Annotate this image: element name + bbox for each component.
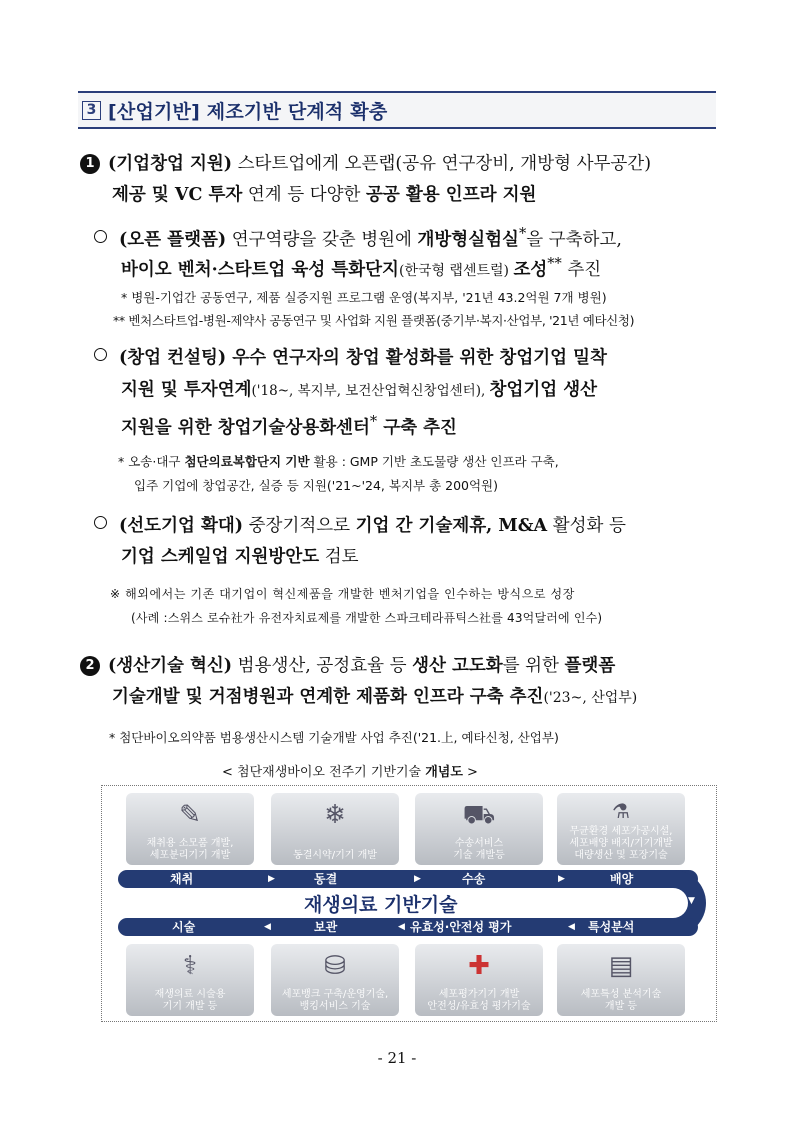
- diagram-center-title: 재생의료 기반기술: [304, 894, 458, 916]
- diagram-card: ⚗ 무균환경 세포가공시설, 세포배양 배지/기기개발 대량생산 및 포장기술: [557, 793, 685, 865]
- diagram-card: ✎ 채취용 소모품 개발, 세포분리기기 개발: [126, 793, 254, 865]
- footnote: * 오송·대구 첨단의료복합단지 기반 활용 : GMP 기반 초도물량 생산 인프라 구축,: [118, 454, 559, 469]
- circle-bullet-icon: [94, 230, 107, 243]
- note: (사례 :스위스 로슈社가 유전자치료제를 개발한 스파크테라퓨틱스社를 43억달러에 인수): [131, 611, 603, 625]
- process-band-bottom: 시술 보관 유효성·안전성 평가 특성분석 ◀ ◀ ◀: [118, 918, 698, 936]
- open-platform-line2: 바이오 벤처·스타트업 육성 특화단지(한국형 랩센트럴) 조성** 추진: [121, 255, 602, 280]
- footnote: 입주 기업에 창업공간, 실증 등 지원('21~'24, 복지부 총 200억원): [134, 478, 499, 493]
- diagram-card: ⛁ 세포뱅크 구축/운영기술, 뱅킹서비스 기술: [271, 944, 399, 1016]
- open-platform-line1: (오픈 플랫폼) 연구역량을 갖춘 병원에 개방형실험실*을 구축하고,: [94, 222, 622, 252]
- consulting-line3: 지원을 위한 창업기술상용화센터* 구축 추진: [121, 413, 457, 438]
- process-band-top: 채취 동결 수송 배양 ▶ ▶ ▶: [118, 870, 698, 888]
- item1-line2: 제공 및 VC 투자 연계 등 다양한 공공 활용 인프라 지원: [112, 185, 537, 205]
- freezer-icon: ❄: [324, 800, 346, 830]
- section-header: [78, 91, 716, 129]
- section-number: 3: [82, 101, 101, 120]
- item2-line1: 2 (생산기술 혁신) 범용생산, 공정효율 등 생산 고도화를 위한 플랫폼: [80, 654, 615, 678]
- page-number: - 21 -: [377, 1049, 417, 1067]
- item1-number: 1: [80, 154, 100, 174]
- evaluation-icon: ✚: [468, 951, 490, 981]
- diagram-card: ▤ 세포특성 분석기술 개발 등: [557, 944, 685, 1016]
- circle-bullet-icon: [94, 516, 107, 529]
- footnote: * 병원-기업간 공동연구, 제품 실증지원 프로그램 운영(복지부, '21년 43.2억원 7개 병원): [121, 290, 607, 305]
- transport-icon: ⛟: [462, 800, 496, 830]
- arrow-right-icon: ▶: [558, 874, 565, 884]
- diagram-card: ⚕ 재생의료 시술용 기기 개발 등: [126, 944, 254, 1016]
- storage-icon: ⛁: [324, 951, 346, 981]
- bed-icon: ⚕: [182, 951, 198, 981]
- footnote: ** 벤처스타트업-병원-제약사 공동연구 및 사업화 지원 플랫폼(중기부·복지·산업부, '21년 예타신청): [113, 313, 635, 328]
- consulting-line2: 지원 및 투자연계('18~, 복지부, 보건산업혁신창업센터), 창업기업 생산: [121, 380, 598, 400]
- diagram-card: ❄ 동결시약/기기 개발: [271, 793, 399, 865]
- culture-icon: ⚗: [612, 799, 630, 823]
- section-title: [산업기반] 제조기반 단계적 확충: [108, 100, 388, 123]
- item1-line1: 1 (기업창업 지원) 스타트업에게 오픈랩(공유 연구장비, 개방형 사무공간): [80, 152, 651, 176]
- arrow-right-icon: ▶: [268, 874, 275, 884]
- note: ※ 해외에서는 기존 대기업이 혁신제품을 개발한 벤처기업을 인수하는 방식으로 성장: [110, 587, 575, 601]
- arrow-down-icon: ▼: [688, 896, 695, 906]
- consulting-line1: (창업 컨설팅) 우수 연구자의 창업 활성화를 위한 창업기업 밀착: [94, 346, 607, 370]
- item2-number: 2: [80, 656, 100, 676]
- analyzer-icon: ▤: [608, 951, 634, 981]
- item2-line2: 기술개발 및 거점병원과 연계한 제품화 인프라 구축 추진('23~, 산업부): [112, 687, 638, 707]
- diagram-caption: < 첨단재생바이오 전주기 기반기술 개념도 >: [222, 765, 478, 780]
- arrow-right-icon: ▶: [414, 874, 421, 884]
- leading-line1: (선도기업 확대) 중장기적으로 기업 간 기술제휴, M&A 활성화 등: [94, 514, 626, 538]
- arrow-left-icon: ◀: [568, 922, 575, 932]
- diagram-card: ⛟ 수송서비스 기술 개발등: [415, 793, 543, 865]
- syringe-icon: ✎: [179, 800, 201, 830]
- diagram-card: ✚ 세포평가기기 개발 안전성/유효성 평가기술: [415, 944, 543, 1016]
- arrow-left-icon: ◀: [398, 922, 405, 932]
- arrow-left-icon: ◀: [264, 922, 271, 932]
- footnote: * 첨단바이오의약품 범용생산시스템 기술개발 사업 추진('21.上, 예타신청, 산업부): [109, 730, 559, 745]
- circle-bullet-icon: [94, 348, 107, 361]
- leading-line2: 기업 스케일업 지원방안도 검토: [121, 547, 359, 567]
